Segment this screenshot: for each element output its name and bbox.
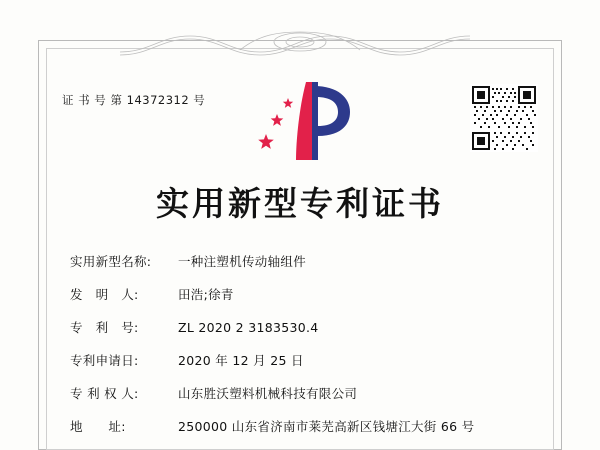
- field-utility-model-name: [70, 252, 530, 270]
- field-label: 地 址:: [70, 419, 126, 434]
- field-label: 实用新型名称:: [70, 254, 152, 269]
- field-value: 250000 山东省济南市莱芜高新区钱塘江大街 66 号: [178, 419, 475, 434]
- field-application-date: [70, 351, 530, 369]
- page-title: 实用新型专利证书: [156, 184, 444, 223]
- top-ornament: [120, 30, 480, 56]
- field-label: 发 明 人:: [70, 287, 139, 302]
- field-patentee: [70, 384, 530, 402]
- field-value: ZL 2020 2 3183530.4: [178, 320, 319, 335]
- field-list: [70, 252, 530, 450]
- field-value: 田浩;徐青: [178, 287, 234, 302]
- field-inventor: [70, 285, 530, 303]
- field-value: 山东胜沃塑料机械科技有限公司: [178, 386, 358, 401]
- field-label: 专 利 权 人:: [70, 386, 139, 401]
- qr-code: [470, 84, 538, 152]
- field-value: 一种注塑机传动轴组件: [178, 254, 307, 269]
- field-label: 专 利 号:: [70, 320, 139, 335]
- patent-emblem-icon: [252, 78, 362, 170]
- field-patent-number: [70, 318, 530, 336]
- field-value: 2020 年 12 月 25 日: [178, 353, 304, 368]
- certificate-number: 证 书 号 第 14372312 号: [62, 93, 206, 107]
- field-address: [70, 417, 530, 435]
- field-label: 专利申请日:: [70, 353, 139, 368]
